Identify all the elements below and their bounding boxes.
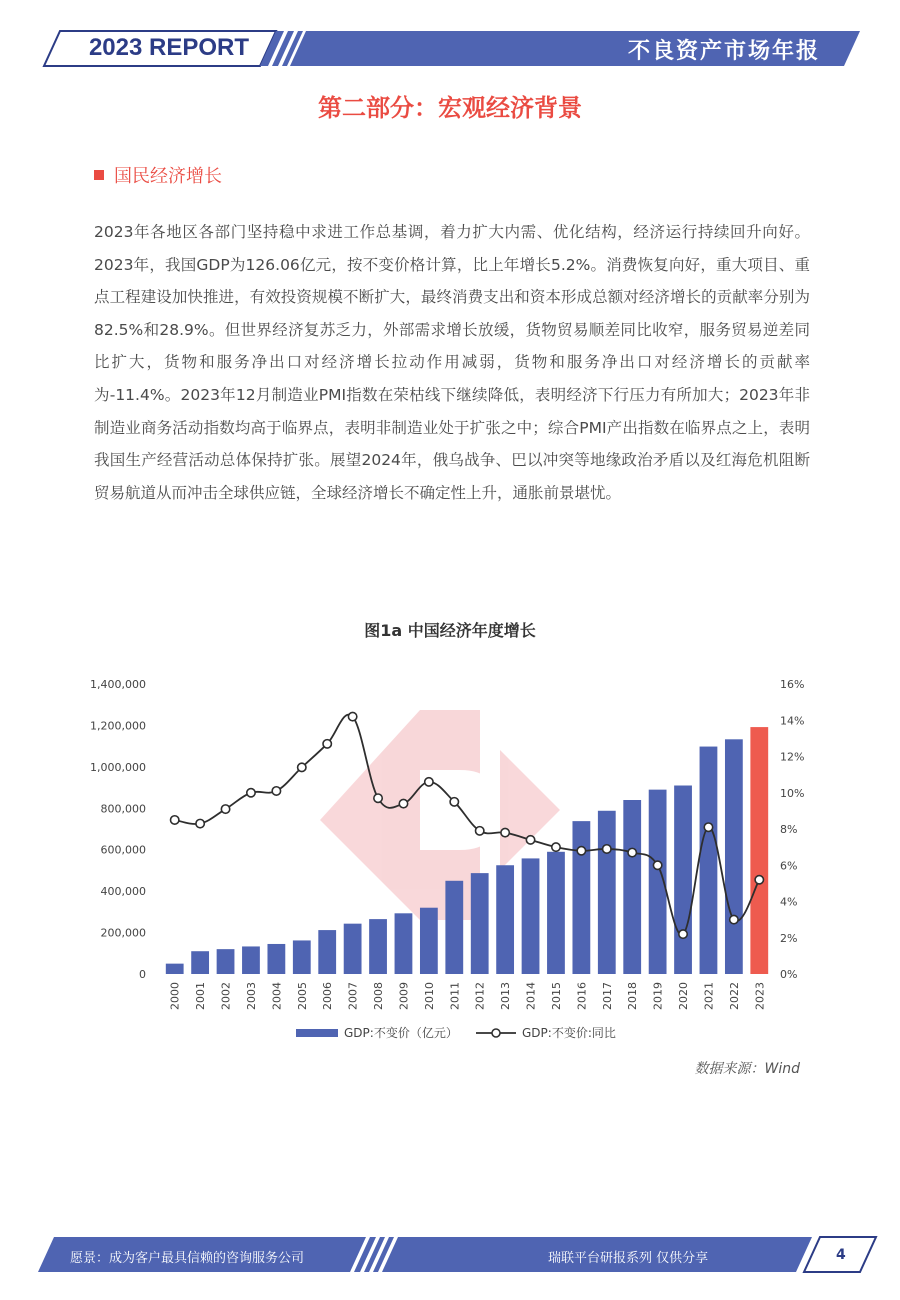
chart-title: 图1a 中国经济年度增长	[364, 621, 536, 640]
bar-2008	[369, 919, 387, 974]
growth-point-2000	[171, 816, 179, 824]
growth-point-2002	[221, 805, 229, 813]
right-axis	[780, 678, 804, 981]
page-number: 4	[836, 1247, 846, 1263]
growth-point-2003	[247, 789, 255, 797]
gdp-chart	[60, 660, 820, 1060]
bar-2011	[445, 881, 463, 974]
sub-heading	[94, 162, 222, 188]
growth-point-2001	[196, 819, 204, 827]
legend-line-label: GDP:不变价:同比	[522, 1026, 616, 1040]
right-tick-label: 10%	[780, 786, 805, 800]
growth-point-2020	[679, 930, 687, 938]
bar-2005	[293, 940, 311, 974]
x-tick-label: 2015	[549, 982, 563, 1010]
bar-2012	[471, 873, 489, 974]
growth-point-2016	[577, 847, 585, 855]
bar-2007	[344, 924, 362, 974]
growth-point-2004	[272, 787, 280, 795]
growth-point-2008	[374, 794, 382, 802]
right-tick-label: 12%	[780, 750, 805, 764]
bar-2010	[420, 908, 438, 974]
legend-bar-label: GDP:不变价（亿元）	[344, 1026, 458, 1040]
growth-point-2014	[526, 836, 534, 844]
growth-point-2013	[501, 828, 509, 836]
bar-2009	[395, 913, 413, 974]
growth-point-2006	[323, 740, 331, 748]
x-tick-label: 2022	[727, 982, 741, 1010]
x-tick-label: 2012	[473, 982, 487, 1010]
left-tick-label: 1,000,000	[90, 760, 146, 774]
x-tick-label: 2014	[524, 982, 538, 1010]
x-tick-label: 2001	[194, 982, 208, 1010]
right-tick-label: 0%	[780, 968, 798, 981]
bar-2017	[598, 811, 616, 974]
section-title: 第二部分：宏观经济背景	[318, 94, 582, 122]
bar-2003	[242, 946, 260, 974]
x-tick-label: 2005	[295, 982, 309, 1010]
x-tick-label: 2013	[499, 982, 513, 1010]
left-tick-label: 800,000	[100, 802, 146, 816]
report-label: 2023 REPORT	[88, 34, 250, 61]
bar-2014	[522, 858, 540, 974]
growth-point-2011	[450, 798, 458, 806]
x-tick-label: 2023	[753, 982, 767, 1010]
x-axis	[169, 982, 767, 1010]
x-tick-label: 2019	[651, 982, 665, 1010]
bar-2000	[166, 964, 184, 974]
growth-point-2021	[704, 823, 712, 831]
bar-2020	[674, 786, 692, 975]
square-bullet-icon	[94, 170, 104, 180]
bar-2021	[700, 747, 718, 974]
growth-point-2012	[476, 827, 484, 835]
x-tick-label: 2004	[270, 982, 284, 1010]
bar-2023	[750, 727, 768, 974]
footer-series: 瑞联平台研报系列 仅供分享	[548, 1251, 709, 1266]
left-tick-label: 1,400,000	[90, 678, 146, 691]
bar-2001	[191, 951, 209, 974]
x-tick-label: 2007	[346, 982, 360, 1010]
growth-point-2017	[603, 845, 611, 853]
bar-2015	[547, 852, 565, 974]
growth-point-2010	[425, 778, 433, 786]
bar-2016	[572, 821, 590, 974]
bar-2013	[496, 865, 514, 974]
right-tick-label: 8%	[780, 823, 798, 836]
bar-2018	[623, 800, 641, 974]
x-tick-label: 2003	[244, 982, 258, 1010]
growth-point-2009	[399, 799, 407, 807]
growth-point-2022	[730, 915, 738, 923]
left-tick-label: 400,000	[100, 885, 146, 899]
left-axis	[90, 678, 146, 981]
growth-point-2007	[348, 712, 356, 720]
growth-point-2023	[755, 876, 763, 884]
x-tick-label: 2021	[702, 982, 716, 1010]
x-tick-label: 2017	[600, 982, 614, 1010]
source-note: 数据来源：Wind	[694, 1061, 800, 1077]
growth-point-2019	[653, 861, 661, 869]
right-tick-label: 16%	[780, 678, 805, 691]
x-tick-label: 2016	[575, 982, 589, 1010]
right-tick-label: 2%	[780, 931, 798, 945]
sub-heading-text: 国民经济增长	[114, 166, 222, 187]
x-tick-label: 2008	[372, 982, 386, 1010]
bar-2006	[318, 930, 336, 974]
right-tick-label: 14%	[780, 714, 805, 728]
growth-point-2005	[298, 763, 306, 771]
x-tick-label: 2000	[168, 982, 182, 1010]
body-paragraph: 2023年各地区各部门坚持稳中求进工作总基调，着力扩大内需、优化结构，经济运行持续回升向好。2023年，我国GDP为126.06亿元，按不变价格计算，比上年增长5.2%。消费恢复向好，重大项目、重点工程建设加快推进，有效投资规模不断扩大，最终消费支出和资本形成总额对经济增长的贡献率分别为82.5%和28.9%。但世界经济复苏乏力，外部需求增长放缓，货物贸易顺差同比收窄，服务贸易逆差同比扩大，货物和服务净出口对经济增长拉动作用减弱，货物和服务净出口对经济增长的贡献率为-11.4%。2023年12月制造业PMI指数在荣枯线下继续降低，表明经济下行压力有所加大；2023年非制造业商务活动指数均高于临界点，表明非制造业处于扩张之中；综合PMI产出指数在临界点之上，表明我国生产经营活动总体保持扩张。展望2024年，俄乌战争、巴以冲突等地缘政治矛盾以及红海危机阻断贸易航道从而冲击全球供应链，全球经济增长不确定性上升，通胀前景堪忧。	[94, 223, 810, 502]
left-tick-label: 1,200,000	[90, 719, 146, 733]
legend-line-marker	[492, 1029, 500, 1037]
left-tick-label: 600,000	[100, 843, 146, 857]
footer-vision: 愿景：成为客户最具信赖的咨询服务公司	[70, 1251, 305, 1266]
growth-point-2015	[552, 843, 560, 851]
bar-2004	[267, 944, 285, 974]
x-tick-label: 2018	[626, 982, 640, 1010]
right-tick-label: 6%	[780, 859, 798, 873]
x-tick-label: 2010	[422, 982, 436, 1010]
legend-bar-swatch	[296, 1029, 338, 1037]
bar-2022	[725, 739, 743, 974]
growth-point-2018	[628, 848, 636, 856]
left-tick-label: 0	[139, 968, 146, 981]
x-tick-label: 2009	[397, 982, 411, 1010]
legend	[296, 1025, 616, 1040]
x-tick-label: 2002	[219, 982, 233, 1010]
bar-2002	[217, 949, 235, 974]
x-tick-label: 2020	[677, 982, 691, 1010]
report-title: 不良资产市场年报	[627, 39, 820, 64]
left-tick-label: 200,000	[100, 926, 146, 940]
x-tick-label: 2011	[448, 982, 462, 1010]
x-tick-label: 2006	[321, 982, 335, 1010]
right-tick-label: 4%	[780, 895, 798, 909]
